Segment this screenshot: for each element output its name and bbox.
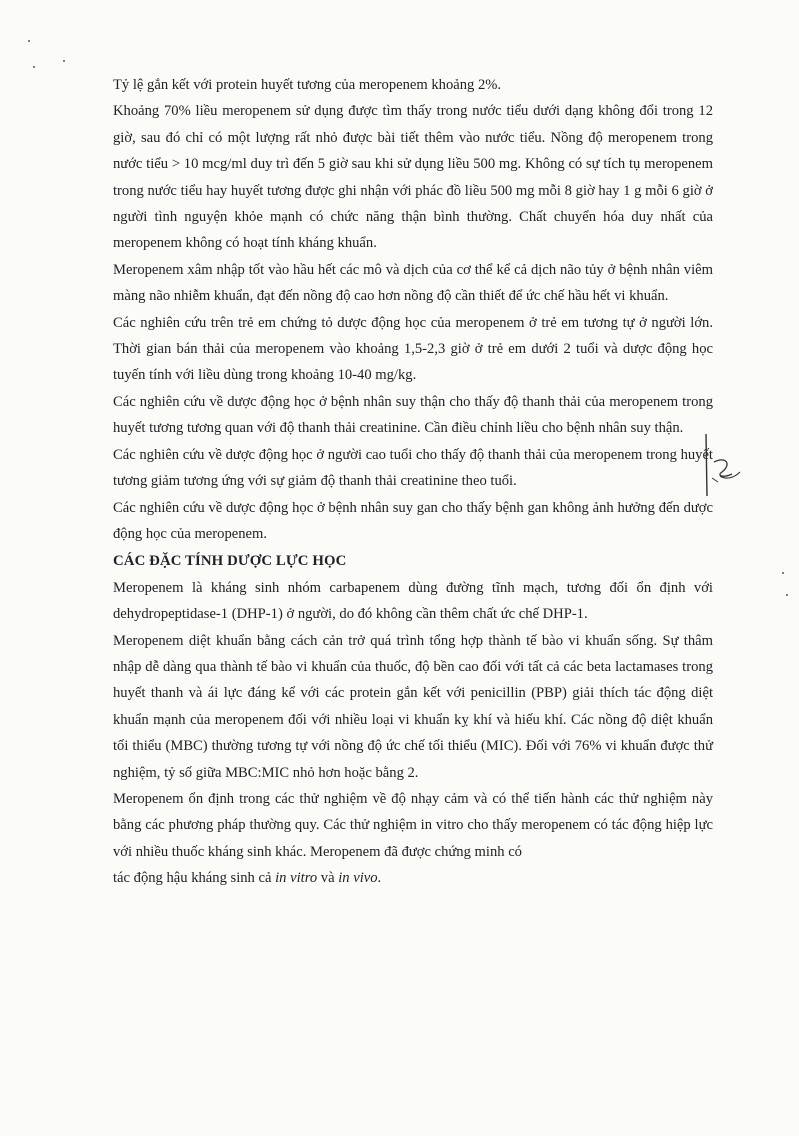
- document-body: [113, 72, 713, 892]
- text-run: tác động hậu kháng sinh cả: [113, 870, 276, 887]
- italic-term: in vivo: [338, 870, 378, 887]
- paragraph: Các nghiên cứu về dược động học ở bệnh nhân suy gan cho thấy bệnh gan không ảnh hưởng đến dược động học của meropenem.: [113, 499, 713, 542]
- text-run: .: [377, 870, 382, 887]
- paragraph: Các nghiên cứu về dược động học ở người cao tuổi cho thấy độ thanh thải của meropenem trong huyết tương giảm tương ứng với sự giảm độ thanh thải creatinine theo tuổi.: [113, 446, 713, 490]
- handwritten-initial-signature: [698, 432, 748, 502]
- scan-speck: [63, 60, 65, 62]
- scan-speck: [782, 572, 784, 574]
- scan-speck: [33, 66, 35, 68]
- paragraph: Khoảng 70% liều meropenem sử dụng được tìm thấy trong nước tiểu dưới dạng không đổi trong 12 giờ, sau đó chỉ có một lượng rất nhỏ được bài tiết thêm vào nước tiểu. Nồng độ meropenem trong nước tiểu > 10 mcg/ml duy trì đến 5 giờ sau khi sử dụng liều 500 mg. Không có sự tích tụ meropenem trong nước tiểu hay huyết tương được ghi nhận với phác đồ liều 500 mg mỗi 8 giờ hay 1 g mỗi 6 giờ ở người tình nguyện khỏe mạnh có chức năng thận bình thường. Chất chuyển hóa duy nhất của meropenem không có hoạt tính kháng khuẩn.: [113, 103, 713, 252]
- paragraph: Meropenem ổn định trong các thử nghiệm về độ nhạy cảm và có thể tiến hành các thử nghiệm này bằng các phương pháp thường quy. Các thử nghiệm in vitro cho thấy meropenem có tác động hiệp lực với nhiều thuốc kháng sinh khác. Meropenem đã được chứng minh có: [113, 790, 713, 860]
- paragraph: Các nghiên cứu trên trẻ em chứng tỏ dược động học của meropenem ở trẻ em tương tự ở người lớn. Thời gian bán thải của meropenem vào khoảng 1,5-2,3 giờ ở trẻ em dưới 2 tuổi và dược động học tuyến tính với liều dùng trong khoảng 10-40 mg/kg.: [113, 314, 713, 384]
- paragraph: Meropenem diệt khuẩn bằng cách cản trở quá trình tổng hợp thành tế bào vi khuẩn sống. Sự thâm nhập dễ dàng qua thành tế bào vi khuẩn của thuốc, độ bền cao đối với tất cả các beta lactamases trong huyết thanh và ái lực đáng kể với các protein gắn kết với penicillin (PBP) giải thích tác động diệt khuẩn mạnh của meropenem đối với nhiều loại vi khuẩn kỵ khí và hiếu khí. Các nồng độ diệt khuẩn tối thiểu (MBC) thường tương tự với nồng độ ức chế tối thiểu (MIC). Đối với 76% vi khuẩn được thử nghiệm, tỷ số giữa MBC:MIC nhỏ hơn hoặc bằng 2.: [113, 632, 713, 781]
- paragraph: Meropenem là kháng sinh nhóm carbapenem dùng đường tĩnh mạch, tương đối ổn định với dehydropeptidase-1 (DHP-1) ở người, do đó không cần thêm chất ức chế DHP-1.: [113, 579, 713, 623]
- italic-term: in vitro: [275, 870, 318, 887]
- paragraph: Các nghiên cứu về dược động học ở bệnh nhân suy thận cho thấy độ thanh thải của meropenem trong huyết tương tương quan với độ thanh thải creatinine. Cần điều chỉnh liều cho bệnh nhân suy thận.: [113, 393, 713, 437]
- scan-speck: [28, 40, 30, 42]
- paragraph-last-line: [113, 865, 713, 891]
- paragraph: Tỷ lệ gắn kết với protein huyết tương của meropenem khoảng 2%.: [113, 77, 502, 93]
- scan-speck: [786, 594, 788, 596]
- text-run: và: [317, 870, 339, 887]
- paragraph: Meropenem xâm nhập tốt vào hầu hết các mô và dịch của cơ thể kể cả dịch não tủy ở bệnh nhân viêm màng não nhiễm khuẩn, đạt đến nồng độ cao hơn nồng độ cần thiết để ức chế hầu hết vi khuẩn.: [113, 261, 713, 305]
- section-heading: CÁC ĐẶC TÍNH DƯỢC LỰC HỌC: [113, 553, 347, 570]
